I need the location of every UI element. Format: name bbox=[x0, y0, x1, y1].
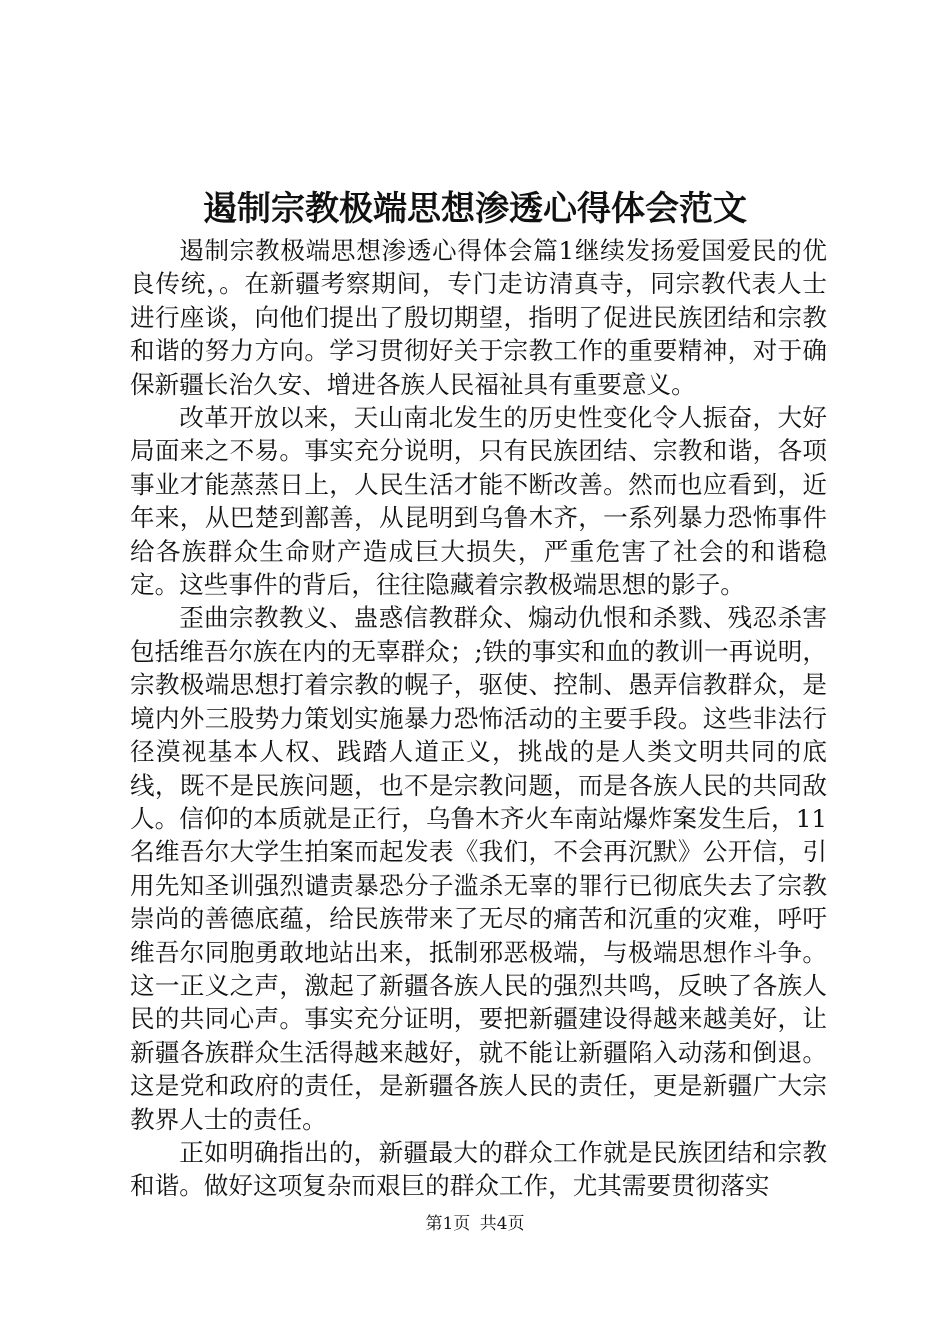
page-number: 第1页 bbox=[425, 1214, 471, 1234]
paragraph: 歪曲宗教教义、蛊惑信教群众、煽动仇恨和杀戮、残忍杀害包括维吾尔族在内的无辜群众；;铁的事实和血的教训一再说明，宗教极端思想打着宗教的幌子，驱使、控制、愚弄信教群众，是境内外三股势力策划实施暴力恐怖活动的主要手段。这些非法行径漠视基本人权、践踏人道正义，挑战的是人类文明共同的底线，既不是民族问题，也不是宗教问题，而是各族人民的共同敌人。信仰的本质就是正行，乌鲁木齐火车南站爆炸案发生后，11名维吾尔大学生拍案而起发表《我们，不会再沉默》公开信，引用先知圣训强烈谴责暴恐分子滥杀无辜的罪行已彻底失去了宗教崇尚的善德底蕴，给民族带来了无尽的痛苦和沉重的灾难，呼吁维吾尔同胞勇敢地站出来，抵制邪恶极端，与极端思想作斗争。这一正义之声，激起了新疆各族人民的强烈共鸣，反映了各族人民的共同心声。事实充分证明，要把新疆建设得越来越美好，让新疆各族群众生活得越来越好，就不能让新疆陷入动荡和倒退。这是党和政府的责任，是新疆各族人民的责任，更是新疆广大宗教界人士的责任。 bbox=[130, 603, 827, 1134]
paragraph: 改革开放以来，天山南北发生的历史性变化令人振奋，大好局面来之不易。事实充分说明，只有民族团结、宗教和谐，各项事业才能蒸蒸日上，人民生活才能不断改善。然而也应看到，近年来，从巴楚到鄯善，从昆明到乌鲁木齐，一系列暴力恐怖事件给各族群众生命财产造成巨大损失，严重危害了社会的和谐稳定。这些事件的背后，往往隐藏着宗教极端思想的影子。 bbox=[130, 403, 827, 600]
paragraph: 遏制宗教极端思想渗透心得体会篇1继续发扬爱国爱民的优良传统，。在新疆考察期间，专门走访清真寺，同宗教代表人士进行座谈，向他们提出了殷切期望，指明了促进民族团结和宗教和谐的努力方向。学习贯彻好关于宗教工作的重要精神，对于确保新疆长治久安、增进各族人民福祉具有重要意义。 bbox=[130, 236, 827, 399]
page-total: 共4页 bbox=[479, 1214, 525, 1234]
paragraph: 正如明确指出的，新疆最大的群众工作就是民族团结和宗教和谐。做好这项复杂而艰巨的群众工作，尤其需要贯彻落实 bbox=[130, 1137, 827, 1201]
document-body bbox=[130, 234, 827, 1203]
document-title: 遏制宗教极端思想渗透心得体会范文 bbox=[203, 189, 747, 229]
page-footer bbox=[0, 1212, 950, 1236]
